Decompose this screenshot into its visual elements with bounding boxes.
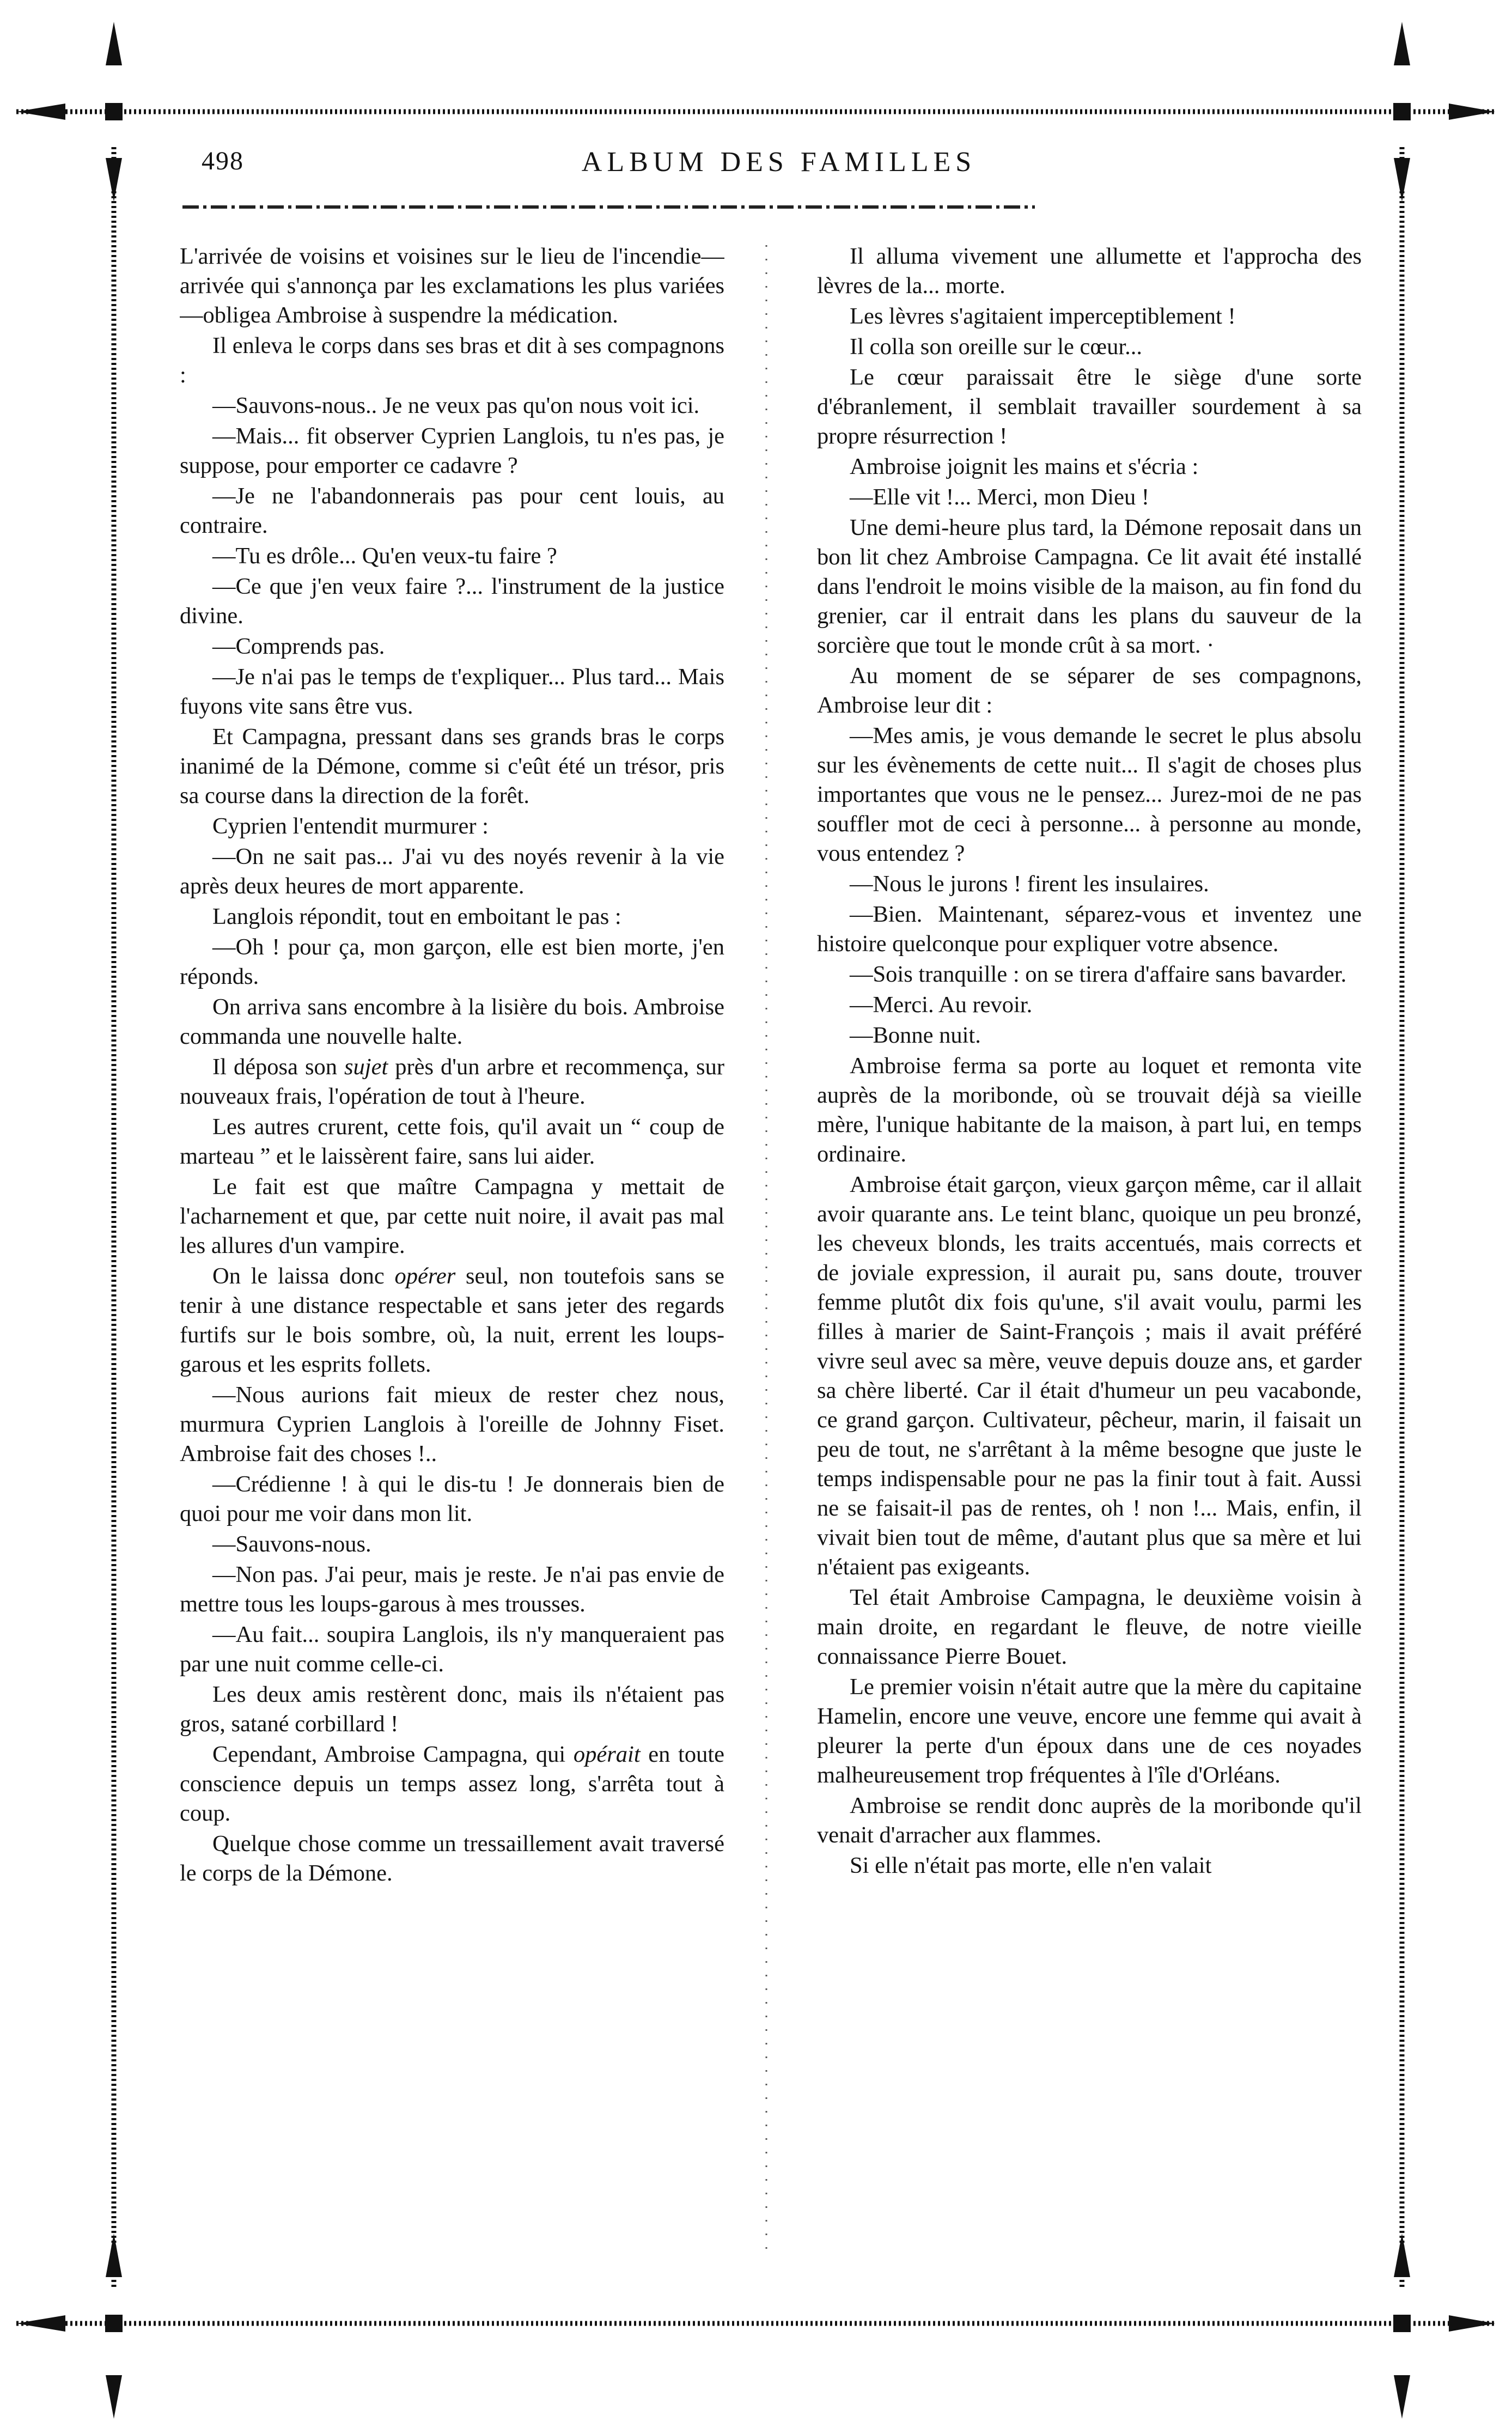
paragraph: Il alluma vivement une allumette et l'approcha des lèvres de la... morte.	[817, 244, 1362, 299]
running-title: ALBUM DES FAMILLES	[581, 147, 977, 178]
paragraph: Ambroise ferma sa porte au loquet et remonta vite auprès de la moribonde, où se trouvait déjà sa vieille mère, l'unique habitante de la maison, à part lui, en temps ordinaire.	[817, 1053, 1362, 1167]
dialogue-line: —Au fait... soupira Langlois, ils n'y manqueraient pas par une nuit comme celle-ci.	[180, 1622, 724, 1677]
italic-word: opérer	[394, 1263, 456, 1289]
paragraph: Le premier voisin n'était autre que la mère du capitaine Hamelin, encore une veuve, encore une femme qui avait à pleurer la perte d'un époux dans une de ces noyades malheureusement trop fréquentes à l'île d'Orléans.	[817, 1674, 1362, 1788]
italic-word: opérait	[573, 1742, 641, 1767]
corner-ornament-bottom-right	[1393, 2234, 1495, 2419]
paragraph: On le laissa donc opérer seul, non toutefois sans se tenir à une distance respectable et sans jeter des regards furtifs sur le bois sombre, où, la nuit, errent les loups-garous et les esprits follets.	[180, 1263, 724, 1377]
paragraph: Les autres crurent, cette fois, qu'il avait un “ coup de marteau ” et le laissèrent faire, sans lui aider.	[180, 1114, 724, 1169]
corner-ornament-top-left	[16, 22, 123, 202]
corner-ornament-bottom-left	[16, 2234, 123, 2419]
dialogue-line: —Je n'ai pas le temps de t'expliquer... Plus tard... Mais fuyons vite sans être vus.	[180, 664, 724, 719]
paragraph: Il déposa son sujet près d'un arbre et recommença, sur nouveaux frais, l'opération de tout à l'heure.	[180, 1054, 724, 1109]
dialogue-line: —Tu es drôle... Qu'en veux-tu faire ?	[212, 543, 557, 569]
paragraph: On arriva sans encombre à la lisière du bois. Ambroise commanda une nouvelle halte.	[180, 994, 724, 1049]
dialogue-line: —Je ne l'abandonnerais pas pour cent louis, au contraire.	[180, 483, 724, 538]
italic-word: sujet	[344, 1054, 388, 1080]
paragraph: Il colla son oreille sur le cœur...	[850, 334, 1142, 360]
dialogue-line: —Oh ! pour ça, mon garçon, elle est bien morte, j'en réponds.	[180, 934, 724, 989]
left-text-column	[180, 242, 724, 2257]
right-text-column	[817, 242, 1362, 2257]
paragraph: Les deux amis restèrent donc, mais ils n'étaient pas gros, satané corbillard !	[180, 1682, 724, 1737]
paragraph: Il enleva le corps dans ses bras et dit à ses compagnons :	[180, 333, 724, 388]
dialogue-line: —Merci. Au revoir.	[850, 992, 1033, 1018]
dialogue-line: —Comprends pas.	[212, 634, 385, 659]
dialogue-line: —Ce que j'en veux faire ?... l'instrument de la justice divine.	[180, 574, 724, 629]
paragraph: Les lèvres s'agitaient imperceptiblement !	[850, 303, 1236, 329]
running-header	[202, 146, 1356, 190]
paragraph: Cependant, Ambroise Campagna, qui opérait en toute conscience depuis un temps assez long, s'arrêta tout à coup.	[180, 1742, 724, 1826]
paragraph: Tel était Ambroise Campagna, le deuxième voisin à main droite, en regardant le fleuve, de notre vieille connaissance Pierre Bouet.	[817, 1585, 1362, 1669]
dialogue-line: —Nous aurions fait mieux de rester chez nous, murmura Cyprien Langlois à l'oreille de Johnny Fiset. Ambroise fait des choses !..	[180, 1382, 724, 1467]
paragraph: Si elle n'était pas morte, elle n'en valait	[850, 1853, 1212, 1878]
paragraph: Quelque chose comme un tressaillement avait traversé le corps de la Démone.	[180, 1831, 724, 1886]
dialogue-line: —Mes amis, je vous demande le secret le plus absolu sur les évènements de cette nuit... Il s'agit de choses plus importantes que vous ne le pensez... Jurez-moi de ne pas souffler mot de ceci à personne... à personne au monde, vous entendez ?	[817, 723, 1362, 866]
paragraph: Ambroise se rendit donc auprès de la moribonde qu'il venait d'arracher aux flammes.	[817, 1793, 1362, 1848]
paragraph: Cyprien l'entendit murmurer :	[212, 813, 489, 839]
dialogue-line: —Crédienne ! à qui le dis-tu ! Je donnerais bien de quoi pour me voir dans mon lit.	[180, 1471, 724, 1526]
dialogue-line: —Elle vit !... Merci, mon Dieu !	[850, 484, 1150, 510]
dialogue-line: —Non pas. J'ai peur, mais je reste. Je n'ai pas envie de mettre tous les loups-garous à mes trousses.	[180, 1562, 724, 1617]
paragraph: Le fait est que maître Campagna y mettait de l'acharnement et que, par cette nuit noire, il avait pas mal les allures d'un vampire.	[180, 1174, 724, 1258]
paragraph: Une demi-heure plus tard, la Démone reposait dans un bon lit chez Ambroise Campagna. Ce lit avait été installé dans l'endroit le moins visible de la maison, au fin fond du grenier, car il entrait dans les plans du sauveur de la sorcière que tout le monde crût à sa mort. ·	[817, 515, 1362, 658]
dialogue-line: —On ne sait pas... J'ai vu des noyés revenir à la vie après deux heures de mort apparente.	[180, 844, 724, 899]
page-number: 498	[202, 147, 244, 175]
paragraph: Et Campagna, pressant dans ses grands bras le corps inanimé de la Démone, comme si c'eût été un trésor, pris sa course dans la direction de la forêt.	[180, 724, 724, 808]
dialogue-line: —Sauvons-nous.. Je ne veux pas qu'on nous voit ici.	[212, 393, 700, 418]
paragraph: Ambroise était garçon, vieux garçon même, car il allait avoir quarante ans. Le teint blanc, quoique un peu bronzé, les cheveux blonds, les traits accentués, mais corrects et de joviale expression, il aurait pu, sans doute, trouver femme plutôt dix fois qu'une, s'il avait voulu, parmi les filles à marier de Saint-François ; mais il avait préféré vivre seul avec sa mère, veuve depuis douze ans, et garder sa chère liberté. Car il était d'humeur un peu vacabonde, ce grand garçon. Cultivateur, pêcheur, marin, il faisait un peu de tout, ne s'arrêtant à la même besogne que juste le temps indispensable pour ne pas la finir tout à fait. Aussi ne se faisait-il pas de rentes, oh ! non !... Mais, enfin, il vivait bien tout de même, d'autant plus que sa mère et lui n'étaient pas exigeants.	[817, 1172, 1362, 1580]
dialogue-line: —Mais... fit observer Cyprien Langlois, tu n'es pas, je suppose, pour emporter ce cadavre ?	[180, 423, 724, 478]
dialogue-line: —Bien. Maintenant, séparez-vous et inventez une histoire quelconque pour expliquer votre absence.	[817, 902, 1362, 957]
paragraph: Ambroise joignit les mains et s'écria :	[850, 454, 1199, 479]
paragraph: Langlois répondit, tout en emboitant le pas :	[212, 904, 621, 929]
dialogue-line: —Sois tranquille : on se tirera d'affaire sans bavarder.	[850, 962, 1347, 987]
dialogue-line: —Bonne nuit.	[850, 1023, 981, 1048]
dialogue-line: —Nous le jurons ! firent les insulaires.	[850, 871, 1209, 897]
paragraph: Le cœur paraissait être le siège d'une sorte d'ébranlement, il semblait travailler sourdement à sa propre résurrection !	[817, 364, 1362, 449]
paragraph: Au moment de se séparer de ses compagnons, Ambroise leur dit :	[817, 663, 1362, 718]
dialogue-line: —Sauvons-nous.	[212, 1531, 371, 1557]
paragraph-continuation: L'arrivée de voisins et voisines sur le lieu de l'incendie—arrivée qui s'annonça par les exclamations les plus variées—obligea Ambroise à suspendre la médication.	[180, 244, 724, 328]
